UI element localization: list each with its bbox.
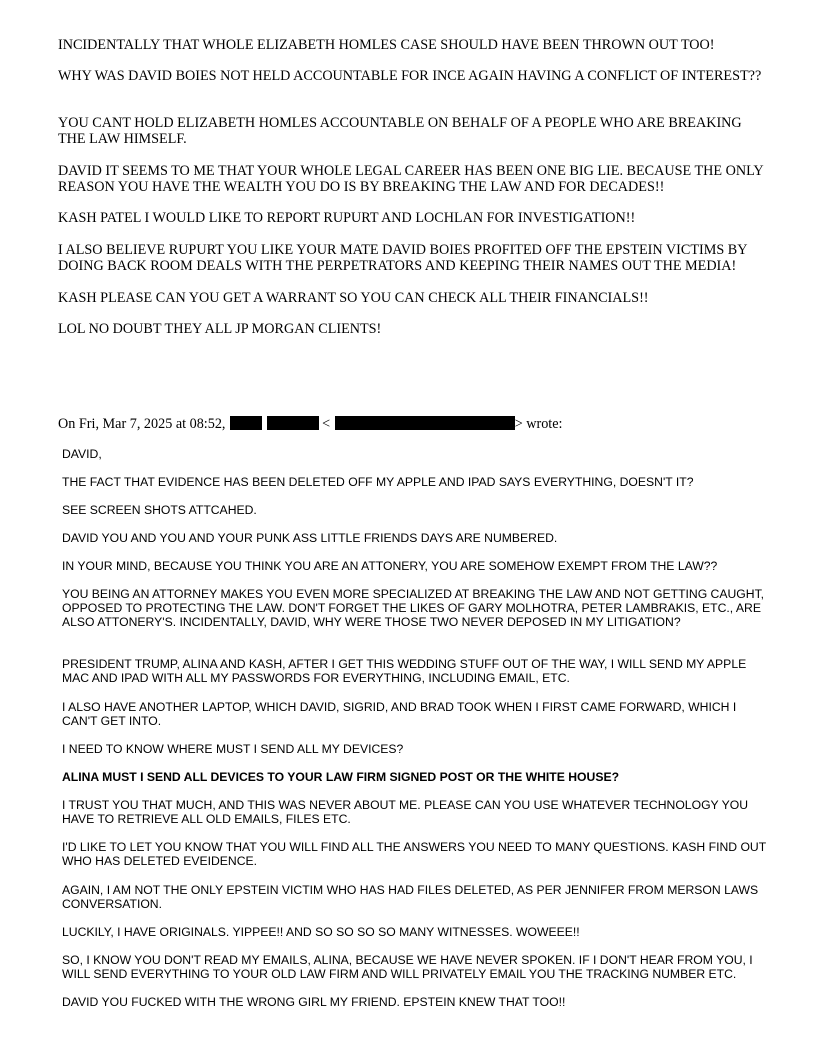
quoted-paragraph: I ALSO HAVE ANOTHER LAPTOP, WHICH DAVID, SIGRID, AND BRAD TOOK WHEN I FIRST CAME FORWARD, WHICH I CAN'T GET INTO. bbox=[62, 700, 737, 728]
quoted-paragraph: I TRUST YOU THAT MUCH, AND THIS WAS NEVER ABOUT ME. PLEASE CAN YOU USE WHATEVER TECHNOLOGY YOU HAVE TO RETRIEVE ALL OLD EMAILS, FILES ETC. bbox=[62, 798, 749, 826]
reply-paragraph: DAVID IT SEEMS TO ME THAT YOUR WHOLE LEGAL CAREER HAS BEEN ONE BIG LIE. BECAUSE THE ONLY REASON YOU HAVE THE WEALTH YOU DO IS BY BREAKING THE LAW AND FOR DECADES!! bbox=[58, 163, 764, 195]
quote-attribution bbox=[58, 416, 562, 434]
quoted-paragraph: DAVID, bbox=[62, 447, 102, 461]
reply-paragraph: LOL NO DOUBT THEY ALL JP MORGAN CLIENTS! bbox=[58, 321, 382, 337]
quoted-paragraph: IN YOUR MIND, BECAUSE YOU THINK YOU ARE AN ATTONERY, YOU ARE SOMEHOW EXEMPT FROM THE LAW?? bbox=[62, 559, 718, 573]
quoted-paragraph-bold: ALINA MUST I SEND ALL DEVICES TO YOUR LAW FIRM SIGNED POST OR THE WHITE HOUSE? bbox=[62, 770, 620, 784]
quoted-paragraph: THE FACT THAT EVIDENCE HAS BEEN DELETED OFF MY APPLE AND IPAD SAYS EVERYTHING, DOESN'T IT? bbox=[62, 475, 694, 489]
reply-paragraph: YOU CANT HOLD ELIZABETH HOMLES ACCOUNTABLE ON BEHALF OF A PEOPLE WHO ARE BREAKING THE LAW HIMSELF. bbox=[58, 115, 742, 147]
quoted-paragraph: PRESIDENT TRUMP, ALINA AND KASH, AFTER I GET THIS WEDDING STUFF OUT OF THE WAY, I WILL SEND MY APPLE MAC AND IPAD WITH ALL MY PASSWORDS FOR EVERYTHING, INCLUDING EMAIL, ETC. bbox=[62, 657, 747, 685]
redaction-block bbox=[230, 416, 262, 430]
quoted-paragraph: SEE SCREEN SHOTS ATTCAHED. bbox=[62, 503, 257, 517]
quote-attribution-wrote: > wrote: bbox=[514, 416, 563, 432]
quoted-paragraph: I'D LIKE TO LET YOU KNOW THAT YOU WILL FIND ALL THE ANSWERS YOU NEED TO MANY QUESTIONS. KASH FIND OUT WHO HAS DELETED EVEIDENCE. bbox=[62, 840, 766, 868]
reply-paragraph: KASH PLEASE CAN YOU GET A WARRANT SO YOU CAN CHECK ALL THEIR FINANCIALS!! bbox=[58, 290, 649, 306]
quote-attribution-lt: < bbox=[322, 416, 331, 432]
redaction-block bbox=[335, 416, 515, 430]
quoted-paragraph: SO, I KNOW YOU DON'T READ MY EMAILS, ALINA, BECAUSE WE HAVE NEVER SPOKEN. IF I DON'T HEAR FROM YOU, I WILL SEND EVERYTHING TO YOUR OLD LAW FIRM AND WILL PRIVATELY EMAIL YOU THE TRACKING NUMBER ETC. bbox=[62, 953, 753, 981]
quoted-paragraph: AGAIN, I AM NOT THE ONLY EPSTEIN VICTIM WHO HAS HAD FILES DELETED, AS PER JENNIFER FROM MERSON LAWS CONVERSATION. bbox=[62, 883, 759, 911]
reply-paragraph: KASH PATEL I WOULD LIKE TO REPORT RUPURT AND LOCHLAN FOR INVESTIGATION!! bbox=[58, 210, 636, 226]
reply-paragraph: I ALSO BELIEVE RUPURT YOU LIKE YOUR MATE DAVID BOIES PROFITED OFF THE EPSTEIN VICTIMS BY DOING BACK ROOM DEALS WITH THE PERPETRATORS AND KEEPING THEIR NAMES OUT THE MEDIA! bbox=[58, 242, 747, 274]
quoted-paragraph: I NEED TO KNOW WHERE MUST I SEND ALL MY DEVICES? bbox=[62, 742, 404, 756]
quoted-paragraph: YOU BEING AN ATTORNEY MAKES YOU EVEN MORE SPECIALIZED AT BREAKING THE LAW AND NOT GETTING CAUGHT, OPPOSED TO PROTECTING THE LAW. DON'T FORGET THE LIKES OF GARY MOLHOTRA, PETER LAMBRAKIS, ETC., ARE ALSO ATTONERY'S. INCIDENTALLY, DAVID, WHY WERE THOSE TWO NEVER DEPOSED IN MY LITIGATION? bbox=[62, 587, 765, 629]
reply-paragraph: WHY WAS DAVID BOIES NOT HELD ACCOUNTABLE FOR INCE AGAIN HAVING A CONFLICT OF INTEREST?? bbox=[58, 68, 762, 84]
redaction-block bbox=[267, 416, 319, 430]
reply-paragraph: INCIDENTALLY THAT WHOLE ELIZABETH HOMLES CASE SHOULD HAVE BEEN THROWN OUT TOO! bbox=[58, 37, 715, 53]
quoted-paragraph: DAVID YOU AND YOU AND YOUR PUNK ASS LITTLE FRIENDS DAYS ARE NUMBERED. bbox=[62, 531, 558, 545]
quoted-paragraph: LUCKILY, I HAVE ORIGINALS. YIPPEE!! AND SO SO SO SO MANY WITNESSES. WOWEEE!! bbox=[62, 925, 580, 939]
quoted-paragraph: DAVID YOU FUCKED WITH THE WRONG GIRL MY FRIEND. EPSTEIN KNEW THAT TOO!! bbox=[62, 995, 566, 1009]
quote-attribution-date: On Fri, Mar 7, 2025 at 08:52, bbox=[58, 416, 226, 432]
